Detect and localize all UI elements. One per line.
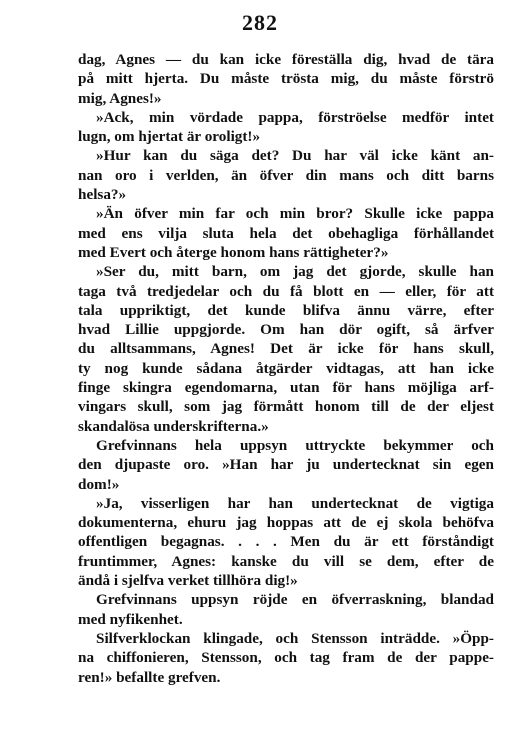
text-line: helsa?» [78,186,127,204]
text-line: dom!» [78,475,120,493]
text-line: offentligen begagnas. . . . Men du är ett förståndigt [78,533,494,551]
text-line: »Än öfver min far och min bror? Skulle icke pappa [96,205,494,223]
text-line: ty nog kunde sådana åtgärder vidtagas, att han icke [78,359,494,377]
text-line: nan oro i verlden, än öfver din mans och ditt barns [78,166,494,184]
text-line: ren!» befallte grefven. [78,668,221,686]
text-line: med Evert och återge honom hans rättigheter?» [78,243,389,261]
text-line: med nyfikenhet. [78,610,183,628]
text-line: finge skingra egendomarna, utan för hans möjliga arf- [78,379,494,397]
text-line: den djupaste oro. »Han har ju undertecknat sin egen [78,456,494,474]
text-line: skandalösa underskrifterna.» [78,417,269,435]
body-text [78,50,494,687]
text-line: vingars skull, som jag förmått honom till de der eljest [78,398,494,416]
text-line: »Ser du, mitt barn, om jag det gjorde, skulle han [96,263,494,281]
text-line: »Ja, visserligen har han undertecknat de vigtiga [96,494,494,512]
text-line: Grefvinnans uppsyn röjde en öfverraskning, blandad [96,591,494,609]
text-line: hvad Lillie uppgjorde. Om han dör ogift, så ärfver [78,321,494,339]
text-line: na chiffonieren, Stensson, och tag fram de der pappe- [78,649,494,667]
text-line: fruntimmer, Agnes: kanske du vill se dem, efter de [78,552,494,570]
text-line: lugn, om hjertat är oroligt!» [78,128,261,146]
text-line: mig, Agnes!» [78,89,162,107]
text-line: Silfverklockan klingade, och Stensson inträdde. »Öpp- [96,629,494,647]
text-line: på mitt hjerta. Du måste trösta mig, du måste förströ [78,70,494,88]
text-line: Grefvinnans hela uppsyn uttryckte bekymmer och [96,436,494,454]
page-number: 282 [242,10,278,35]
text-line: taga två tredjedelar och du få blott en — eller, för att [78,282,494,300]
text-line: med ens vilja sluta hela det obehagliga förhållandet [78,224,494,242]
text-line: tala uppriktigt, det kunde blifva ännu värre, efter [78,301,494,319]
text-line: »Hur kan du säga det? Du har väl icke känt an- [96,147,494,165]
text-line: du alltsammans, Agnes! Det är icke för hans skull, [78,340,494,358]
text-line: ändå i sjelfva verket tillhöra dig!» [78,572,298,590]
text-line: dag, Agnes — du kan icke föreställa dig, hvad de tära [78,51,494,68]
text-line: »Ack, min vördade pappa, förströelse medför intet [96,108,494,126]
text-line: dokumenterna, ehuru jag hoppas att de ej skola behöfva [78,514,494,532]
